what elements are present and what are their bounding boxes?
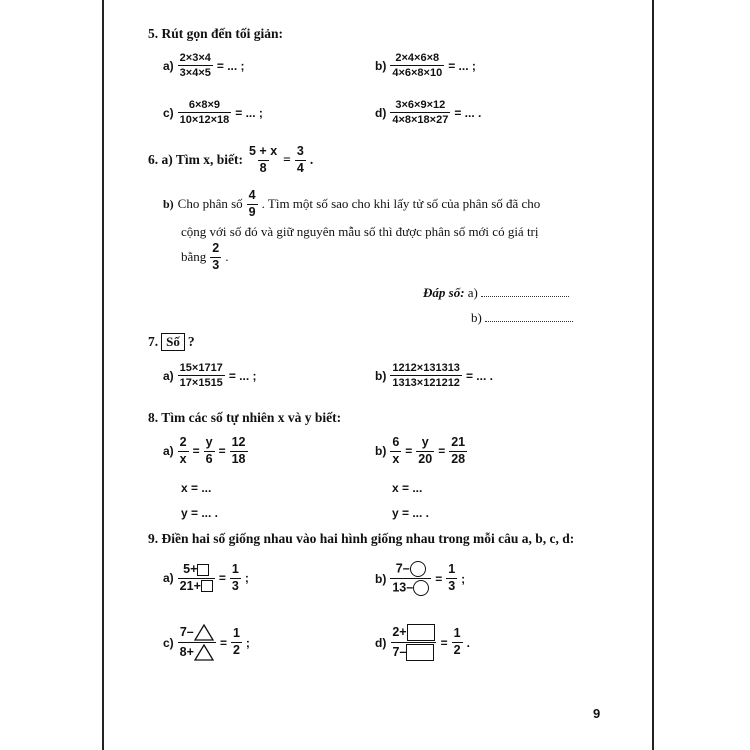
- q9-c-result: $\frac{1}{2}$: [232, 626, 240, 657]
- q8-b-x: x = ...: [392, 481, 423, 495]
- q5-a: a) $\frac{2\times 3\times 4}{3\times 4\times 5}$ = ... ;: [163, 52, 245, 80]
- q8-b: b) $\frac{6}{x}$ = $\frac{y}{20}$ = $\frac{21}{28}$: [375, 435, 466, 466]
- q7-a: a) $\frac{15\times 1717}{17\times 1515}$ = ... ;: [163, 362, 257, 390]
- q5-c: c) $\frac{6\times 8\times 9}{10\times 12\times 18}$ = ... ;: [163, 99, 263, 127]
- q6-answer-b: b): [471, 310, 573, 326]
- q6-b-fraction: $\frac{4}{9}$: [248, 188, 256, 219]
- q9-a-fraction: $\frac{5+}{21+}$: [178, 563, 215, 594]
- page-number: 9: [593, 706, 601, 721]
- square-shape-icon[interactable]: [197, 564, 209, 576]
- q7-title: 7. Số ?: [148, 334, 195, 349]
- q5-b-fraction: $\frac{2\times 4\times 6\times 8}{4\times 6\times 8\times 10}$: [392, 52, 443, 80]
- q6-b-line2: cộng với số đó và giữ nguyên mẫu số thì được phân số mới có giá trị: [181, 224, 539, 239]
- q8-b-f3: $\frac{21}{28}$: [451, 435, 466, 466]
- q7-a-fraction: $\frac{15\times 1717}{17\times 1515}$: [179, 362, 223, 390]
- q6-b-line3: bằng $\frac{2}{3}$ .: [181, 241, 229, 272]
- q6-b-line1: b) Cho phân số $\frac{4}{9}$ . Tìm một số sao cho khi lấy tử số của phân số đã cho: [163, 188, 541, 219]
- q9-c: c) $\frac{7-}{8+}$ = $\frac{1}{2}$ ;: [163, 624, 250, 661]
- triangle-shape-icon[interactable]: [194, 644, 214, 661]
- q9-d-fraction: $\frac{2+}{7-}$: [390, 624, 436, 661]
- q9-d: d) $\frac{2+}{7-}$ = $\frac{1}{2}$ .: [375, 624, 470, 661]
- answer-a-blank[interactable]: [481, 286, 569, 297]
- triangle-shape-icon[interactable]: [194, 624, 214, 641]
- q7-b-fraction: $\frac{1212\times 131313}{1313\times 121212}$: [392, 362, 460, 390]
- q8-a-f1: $\frac{2}{x}$: [179, 435, 187, 466]
- q9-a: a) $\frac{5+}{21+}$ = $\frac{1}{3}$ ;: [163, 562, 249, 593]
- q9-title: 9. Điền hai số giống nhau vào hai hình giống nhau trong mỗi câu a, b, c, d:: [148, 531, 575, 546]
- q8-a-f3: $\frac{12}{18}$: [231, 435, 246, 466]
- q9-c-fraction: $\frac{7-}{8+}$: [178, 624, 216, 661]
- q8-b-f1: $\frac{6}{x}$: [392, 435, 400, 466]
- q5-c-fraction: $\frac{6\times 8\times 9}{10\times 12\times 18}$: [179, 99, 230, 127]
- q6-b-fraction-target: $\frac{2}{3}$: [212, 241, 220, 272]
- q9-b: b) $\frac{7-}{13-}$ = $\frac{1}{3}$ ;: [375, 561, 466, 595]
- q5-d-fraction: $\frac{3\times 6\times 9\times 12}{4\times 8\times 18\times 27}$: [392, 99, 449, 127]
- circle-shape-icon[interactable]: [413, 580, 429, 596]
- q6-answer-a: Đáp số: a): [423, 285, 569, 301]
- q6-a-fraction-left: $\frac{5 + x}{8}$: [249, 144, 278, 175]
- q5-d: d) $\frac{3\times 6\times 9\times 12}{4\times 8\times 18\times 27}$ = ... .: [375, 99, 482, 127]
- square-shape-icon[interactable]: [201, 580, 213, 592]
- q9-a-result: $\frac{1}{3}$: [231, 562, 239, 593]
- q6-a-fraction-right: $\frac{3}{4}$: [296, 144, 304, 175]
- q8-a-y: y = ... .: [181, 506, 219, 520]
- circle-shape-icon[interactable]: [410, 561, 426, 577]
- q8-b-f2: $\frac{y}{20}$: [418, 435, 433, 466]
- q8-a-x: x = ...: [181, 481, 212, 495]
- q9-d-result: $\frac{1}{2}$: [453, 626, 461, 657]
- q8-title: 8. Tìm các số tự nhiên x và y biết:: [148, 410, 342, 425]
- q6-a: 6. a) Tìm x, biết: $\frac{5 + x}{8}$ = $\frac{3}{4}$ .: [148, 144, 314, 175]
- q9-b-fraction: $\frac{7-}{13-}$: [390, 561, 431, 596]
- q8-b-y: y = ... .: [392, 506, 430, 520]
- answer-b-blank[interactable]: [485, 311, 573, 322]
- q5-a-fraction: $\frac{2\times 3\times 4}{3\times 4\times 5}$: [179, 52, 211, 80]
- q5-b: b) $\frac{2\times 4\times 6\times 8}{4\times 6\times 8\times 10}$ = ... ;: [375, 52, 476, 80]
- q8-a-f2: $\frac{y}{6}$: [205, 435, 213, 466]
- rectangle-shape-icon[interactable]: [406, 644, 434, 661]
- q8-a: a) $\frac{2}{x}$ = $\frac{y}{6}$ = $\frac{12}{18}$: [163, 435, 246, 466]
- q7-b: b) $\frac{1212\times 131313}{1313\times 121212}$ = ... .: [375, 362, 493, 390]
- q5-title: 5. Rút gọn đến tối giản:: [148, 26, 284, 41]
- q9-b-result: $\frac{1}{3}$: [448, 562, 456, 593]
- q7-box-label: Số: [161, 333, 185, 351]
- rectangle-shape-icon[interactable]: [407, 624, 435, 641]
